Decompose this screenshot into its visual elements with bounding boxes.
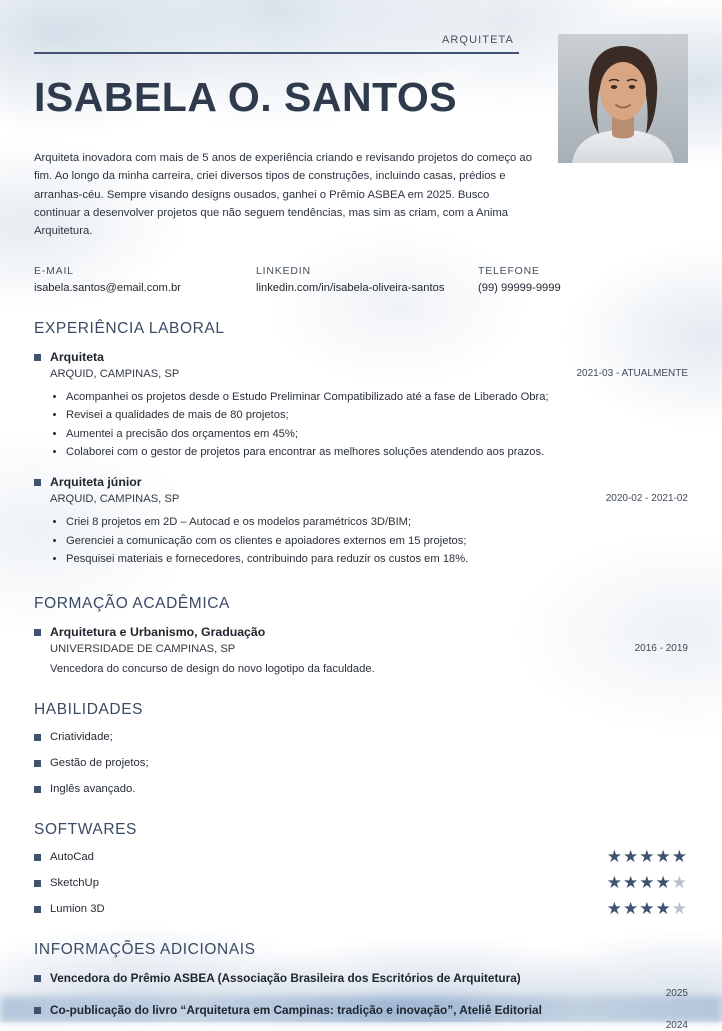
section-title-skills: HABILIDADES — [34, 700, 144, 718]
additional-title: Vencedora do Prêmio ASBEA (Associação Brasileira dos Escritórios de Arquitetura) — [50, 970, 521, 985]
section-experience — [34, 320, 688, 569]
section-additional-info — [34, 940, 688, 1031]
education-entry-head — [34, 625, 688, 639]
square-bullet-icon — [34, 786, 41, 793]
square-bullet-icon — [34, 354, 41, 361]
education-entry — [34, 625, 688, 675]
contact-linkedin-value[interactable]: linkedin.com/in/isabela-oliveira-santos — [256, 281, 445, 294]
contact-block — [34, 265, 688, 294]
section-education — [34, 595, 688, 675]
role-label: ARQUITETA — [441, 34, 514, 46]
list-item: • Aumentei a precisão dos orçamentos em 45%; — [66, 425, 688, 444]
list-item — [34, 757, 688, 769]
contact-phone — [478, 265, 561, 294]
square-bullet-icon — [34, 1007, 41, 1014]
additional-entry — [34, 1002, 688, 1031]
education-note: Vencedora do concurso de design do novo logotipo da faculdade. — [50, 662, 375, 675]
list-item: • Pesquisei materiais e fornecedores, contribuindo para reduzir os custos em 18%. — [66, 550, 688, 569]
section-software — [34, 820, 688, 918]
experience-company: ARQUID, CAMPINAS, SP — [50, 492, 180, 505]
rating-stars: ★★★★★ — [606, 872, 688, 892]
experience-date: 2021-03 - ATUALMENTE — [576, 367, 688, 379]
contact-linkedin — [256, 265, 478, 294]
section-title-education: FORMAÇÃO ACADÊMICA — [34, 594, 230, 612]
summary-text: Arquiteta inovadora com mais de 5 anos de experiência criando e revisando projetos do começo ao fim. Ao longo da minha carreira, criei diversos tipos de construções, incluindo casas, prédios e arranhas-céu. Sempre visando designs ousados, ganhei o Prêmio ASBEA em 2025. Busco continuar a desenvolver projetos que não seguem tendências, mas sim as criam, com a Anima Arquitetura. — [34, 152, 532, 238]
experience-entry-head — [34, 350, 688, 364]
section-title-software: SOFTWARES — [34, 820, 137, 838]
experience-bullet-list — [50, 388, 688, 462]
list-item — [34, 731, 688, 743]
rating-stars: ★★★★★ — [606, 898, 688, 918]
additional-date: 2025 — [665, 987, 688, 999]
contact-email-value[interactable]: isabela.santos@email.com.br — [34, 281, 181, 294]
square-bullet-icon — [34, 760, 41, 767]
avatar — [558, 34, 688, 163]
list-item — [34, 872, 688, 892]
experience-entry-head — [34, 475, 688, 489]
contact-email-label: E-MAIL — [34, 264, 74, 277]
contact-phone-value: (99) 99999-9999 — [478, 281, 561, 294]
experience-job-title: Arquiteta — [50, 349, 104, 364]
square-bullet-icon — [34, 975, 41, 982]
page-title: ISABELA O. SANTOS — [34, 74, 458, 120]
education-degree: Arquitetura e Urbanismo, Graduação — [50, 624, 266, 639]
education-institution: UNIVERSIDADE DE CAMPINAS, SP — [50, 642, 236, 655]
education-date: 2016 - 2019 — [634, 642, 688, 654]
additional-entry-head — [34, 1003, 688, 1017]
experience-job-title: Arquiteta júnior — [50, 474, 142, 489]
list-item — [34, 783, 688, 795]
contact-phone-label: TELEFONE — [478, 264, 540, 277]
section-skills — [34, 701, 688, 795]
list-item: • Colaborei com o gestor de projetos para encontrar as melhores soluções atendendo aos prazos. — [66, 443, 688, 462]
additional-date: 2024 — [665, 1019, 688, 1031]
resume-header — [34, 0, 688, 241]
contact-email — [34, 265, 256, 294]
software-label: SketchUp — [50, 876, 99, 889]
list-item: • Gerenciei a comunicação com os clientes e apoiadores externos em 15 projetos; — [66, 532, 688, 551]
additional-title: Co-publicação do livro “Arquitetura em Campinas: tradição e inovação”, Ateliê Editorial — [50, 1002, 542, 1017]
square-bullet-icon — [34, 880, 41, 887]
experience-date: 2020-02 - 2021-02 — [605, 492, 688, 504]
square-bullet-icon — [34, 734, 41, 741]
section-title-additional: INFORMAÇÕES ADICIONAIS — [34, 940, 256, 958]
square-bullet-icon — [34, 854, 41, 861]
square-bullet-icon — [34, 906, 41, 913]
experience-bullet-list — [50, 513, 688, 569]
additional-entry-head — [34, 971, 688, 985]
list-item — [34, 898, 688, 918]
software-label: AutoCad — [50, 850, 94, 863]
list-item: • Criei 8 projetos em 2D – Autocad e os modelos paramétricos 3D/BIM; — [66, 513, 688, 532]
list-item: • Acompanhei os projetos desde o Estudo Preliminar Compatibilizado até a fase de Liberado Obra; — [66, 388, 688, 407]
skill-label: Criatividade; — [50, 730, 113, 743]
experience-entry — [34, 350, 688, 462]
list-item: • Revisei a qualidades de mais de 80 projetos; — [66, 406, 688, 425]
rating-stars: ★★★★★ — [606, 846, 688, 866]
skill-label: Gestão de projetos; — [50, 756, 149, 769]
list-item — [34, 846, 688, 866]
additional-entry — [34, 970, 688, 999]
software-label: Lumion 3D — [50, 902, 105, 915]
experience-entry — [34, 475, 688, 569]
header-divider — [34, 52, 519, 54]
skill-label: Inglês avançado. — [50, 782, 136, 795]
square-bullet-icon — [34, 629, 41, 636]
section-title-experience: EXPERIÊNCIA LABORAL — [34, 319, 225, 337]
experience-company: ARQUID, CAMPINAS, SP — [50, 367, 180, 380]
contact-linkedin-label: LINKEDIN — [256, 264, 311, 277]
square-bullet-icon — [34, 479, 41, 486]
